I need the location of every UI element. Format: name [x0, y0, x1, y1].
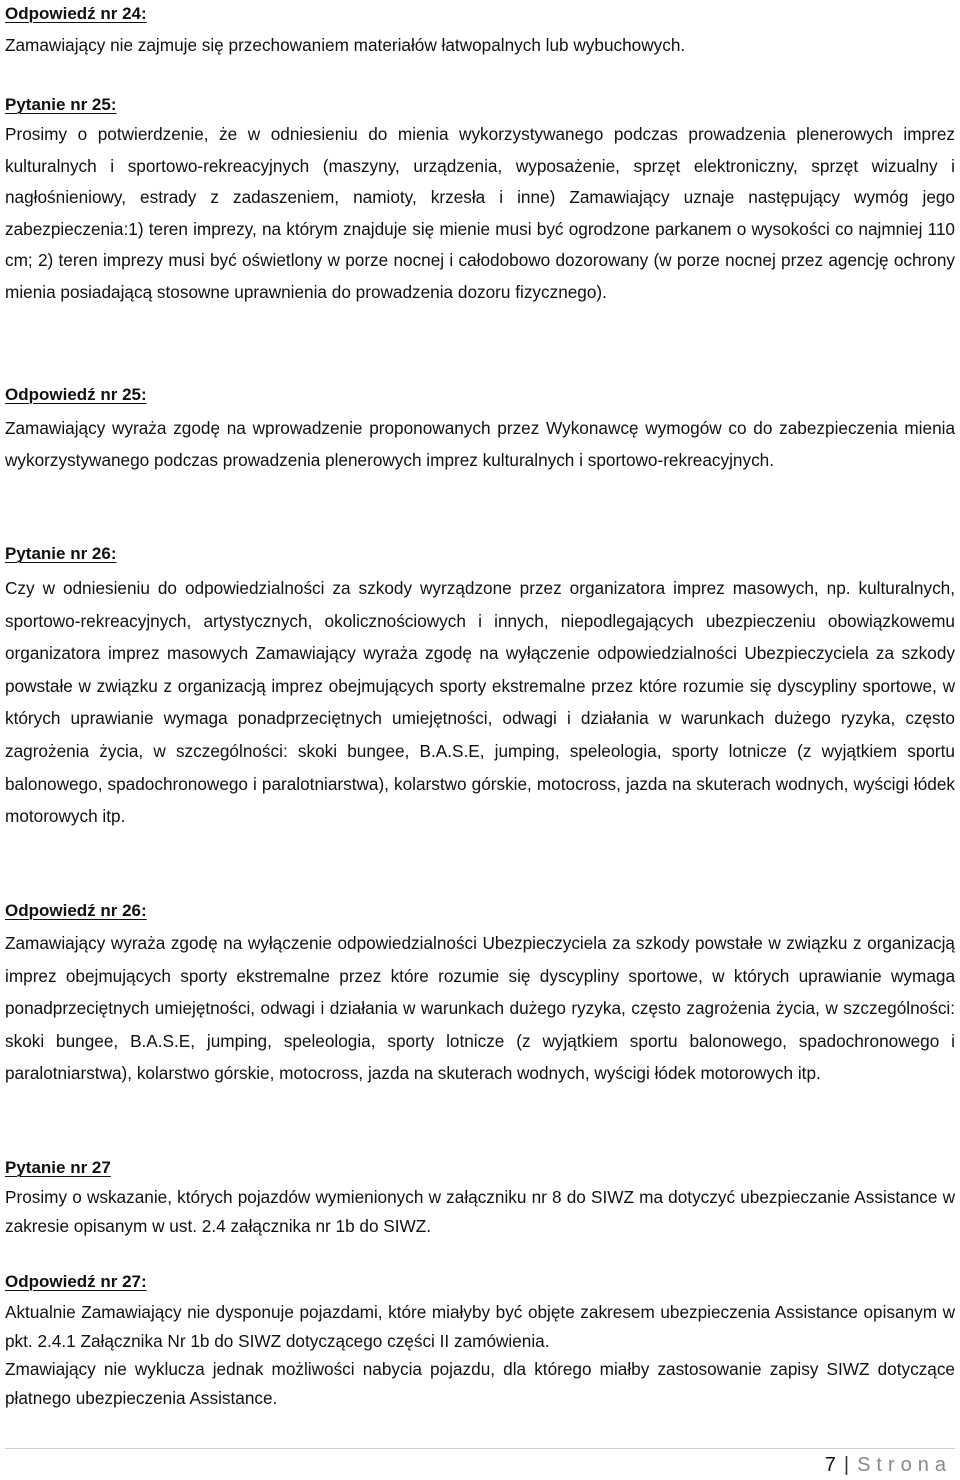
answer-25 — [5, 381, 955, 476]
section-heading: Odpowiedź nr 26: — [5, 901, 147, 920]
answer-26 — [5, 897, 955, 1090]
section-heading: Odpowiedź nr 24: — [5, 4, 147, 23]
section-text-continued: Zmawiający nie wyklucza jednak możliwości nabycia pojazdu, dla którego miałby zastosowanie zapisy SIWZ dotyczące płatnego ubezpieczenia Assistance. — [5, 1359, 955, 1408]
page-number: 7 — [824, 1454, 836, 1476]
section-heading: Odpowiedź nr 27: — [5, 1272, 147, 1291]
page-footer — [825, 1452, 952, 1478]
section-heading: Pytanie nr 25: — [5, 95, 117, 114]
footer-divider — [5, 1448, 955, 1449]
page-label: Strona — [857, 1454, 952, 1476]
footer-separator: | — [843, 1454, 850, 1476]
section-text: Aktualnie Zamawiający nie dysponuje pojazdami, które miałyby być objęte zakresem ubezpieczenia Assistance opisanym w pkt. 2.4.1 Załącznika Nr 1b do SIWZ dotyczącego części II zamówienia. — [5, 1302, 955, 1351]
section-heading: Pytanie nr 27 — [5, 1158, 111, 1177]
answer-24 — [5, 0, 955, 62]
section-heading: Odpowiedź nr 25: — [5, 385, 147, 404]
section-text: Zamawiający wyraża zgodę na wprowadzenie proponowanych przez Wykonawcę wymogów co do zabezpieczenia mienia wykorzystywanego podczas prowadzenia plenerowych imprez kulturalnych i sportowo-rekreacyjnych. — [5, 418, 955, 470]
section-text: Prosimy o wskazanie, których pojazdów wymienionych w załączniku nr 8 do SIWZ ma dotyczyć ubezpieczanie Assistance w zakresie opisanym w ust. 2.4 załącznika nr 1b do SIWZ. — [5, 1187, 955, 1236]
section-heading: Pytanie nr 26: — [5, 544, 117, 563]
section-text: Czy w odniesieniu do odpowiedzialności za szkody wyrządzone przez organizatora imprez masowych, np. kulturalnych, sportowo-rekreacyjnych, artystycznych, okolicznościowych i innych, niepodlegających ubezpieczeniu obowiązkowemu organizatora imprez masowych Zamawiający wyraża zgodę na wyłączenie odpowiedzialności Ubezpieczyciela za szkody powstałe w związku z organizacją imprez obejmujących sporty ekstremalne przez które rozumie się dyscypliny sportowe, w których uprawianie wymaga ponadprzeciętnych umiejętności, odwagi i działania w warunkach dużego ryzyka, często zagrożenia życia, w szczególności: skoki bungee, B.A.S.E, jumping, speleologia, sporty lotnicze (z wyjątkiem sportu balonowego, spadochronowego i paralotniarstwa), kolarstwo górskie, motocross, jazda na skuterach wodnych, wyścigi łódek motorowych itp. — [5, 578, 955, 827]
question-26 — [5, 540, 955, 833]
question-27 — [5, 1154, 955, 1240]
question-25 — [5, 91, 955, 308]
section-text: Prosimy o potwierdzenie, że w odniesieniu do mienia wykorzystywanego podczas prowadzenia plenerowych imprez kulturalnych i sportowo-rekreacyjnych (maszyny, urządzenia, wyposażenie, sprzęt elektroniczny, sprzęt wizualny i nagłośnieniowy, estrady z zadaszeniem, namioty, krzesła i inne) Zamawiający uznaje następujący wymóg jego zabezpieczenia:1) teren imprezy, na którym znajduje się mienie musi być ogrodzone parkanem o wysokości co najmniej 110 cm; 2) teren imprezy musi być oświetlony w porze nocnej i całodobowo dozorowany (w porze nocnej przez agencję ochrony mienia posiadającą stosowne uprawnienia do prowadzenia dozoru fizycznego). — [5, 124, 955, 302]
section-text: Zamawiający nie zajmuje się przechowaniem materiałów łatwopalnych lub wybuchowych. — [5, 35, 686, 55]
section-text: Zamawiający wyraża zgodę na wyłączenie odpowiedzialności Ubezpieczyciela za szkody powstałe w związku z organizacją imprez obejmujących sporty ekstremalne przez które rozumie się dyscypliny sportowe, w których uprawianie wymaga ponadprzeciętnych umiejętności, odwagi i działania w warunkach dużego ryzyka, często zagrożenia życia, w szczególności: skoki bungee, B.A.S.E, jumping, speleologia, sporty lotnicze (z wyjątkiem sportu balonowego, spadochronowego i paralotniarstwa), kolarstwo górskie, motocross, jazda na skuterach wodnych, wyścigi łódek motorowych itp. — [5, 933, 955, 1084]
answer-27 — [5, 1268, 955, 1412]
